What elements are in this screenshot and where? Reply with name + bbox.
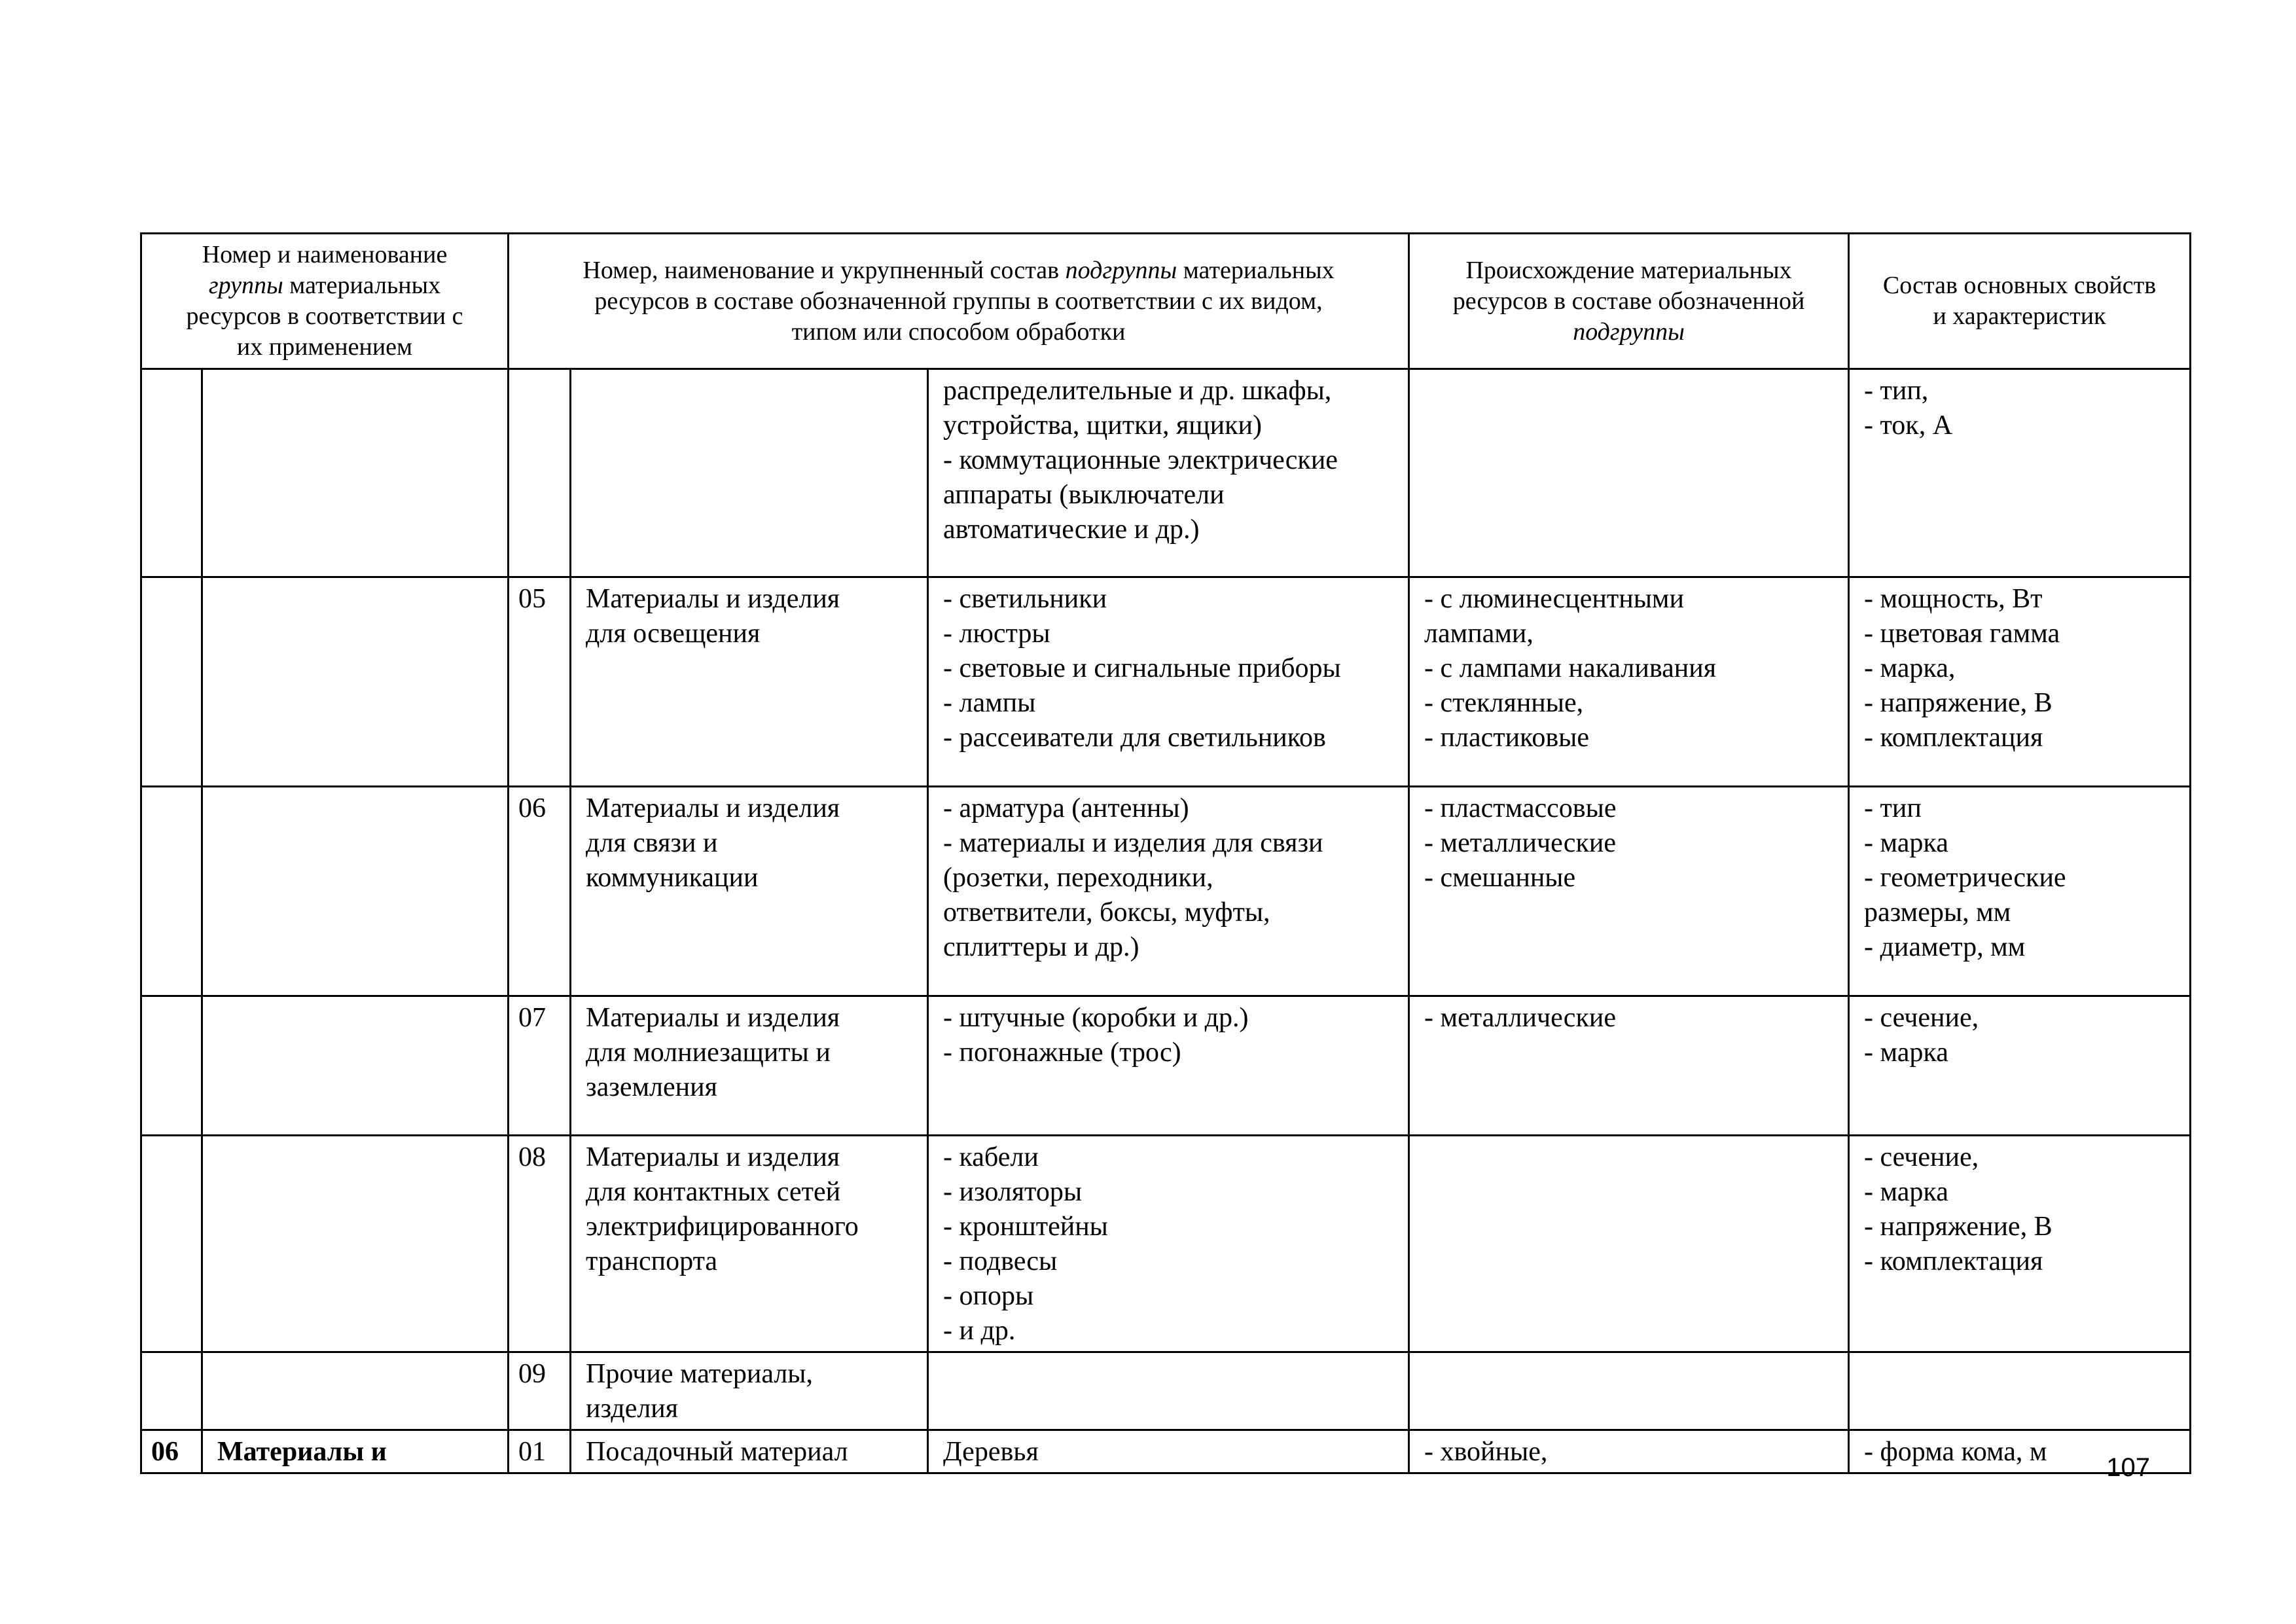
- text-line: - сечение,: [1864, 1003, 1979, 1033]
- text-line: Состав основных свойств: [1882, 272, 2157, 299]
- subgroup-number-cell: [509, 996, 571, 1136]
- table-row: [141, 1136, 2191, 1352]
- text-line: [1418, 317, 1840, 348]
- text-line: размеры, мм: [1864, 897, 2011, 928]
- subgroup-name-cell: [571, 1136, 928, 1352]
- materials-table: [140, 232, 2191, 1474]
- text-line: заземления: [586, 1072, 717, 1102]
- subgroup-name-cell: [571, 369, 928, 577]
- group-number-cell: [141, 787, 202, 996]
- table-row: [141, 1352, 2191, 1430]
- group-name-cell: [202, 1430, 509, 1473]
- text-line: автоматические и др.): [943, 514, 1200, 545]
- text-line: - хвойные,: [1424, 1437, 1548, 1467]
- group-number-cell: [141, 577, 202, 787]
- properties-cell: [1849, 369, 2191, 577]
- subgroup-items-cell: [928, 369, 1409, 577]
- text-line: Номер и наименование: [202, 241, 448, 268]
- text-line: - кронштейны: [943, 1212, 1108, 1242]
- group-name-cell: [202, 369, 509, 577]
- group-name-cell: [202, 1136, 509, 1352]
- subgroup-name-cell: [571, 996, 928, 1136]
- text-line: - материалы и изделия для связи: [943, 828, 1323, 858]
- text-line: ресурсов в соответствии с: [186, 302, 463, 330]
- text-line: Материалы и изделия: [586, 793, 840, 823]
- text-line: - стеклянные,: [1424, 688, 1584, 718]
- text-line: - геометрические: [1864, 863, 2066, 893]
- text-line: - арматура (антенны): [943, 793, 1189, 823]
- text-line: 06: [518, 793, 547, 823]
- text-line: - пластиковые: [1424, 723, 1590, 753]
- text-line: 01: [518, 1437, 547, 1467]
- text-line: аппараты (выключатели: [943, 480, 1225, 510]
- text-line: - подвесы: [943, 1246, 1058, 1276]
- subgroup-items-cell: [928, 1430, 1409, 1473]
- text-line: - тип,: [1864, 376, 1929, 406]
- text-line: - металлические: [1424, 1003, 1616, 1033]
- text-line: - марка: [1864, 1038, 1948, 1068]
- text-line: - комплектация: [1864, 1246, 2043, 1276]
- text-line: - светильники: [943, 584, 1107, 614]
- text-line: - комплектация: [1864, 723, 2043, 753]
- text-line: Происхождение материальных: [1465, 256, 1792, 284]
- subgroup-number-cell: [509, 1352, 571, 1430]
- table-row: [141, 369, 2191, 577]
- subgroup-number-cell: [509, 1136, 571, 1352]
- origin-cell: [1409, 787, 1849, 996]
- text-line: ответвители, боксы, муфты,: [943, 897, 1270, 928]
- text-line: - диаметр, мм: [1864, 932, 2026, 962]
- text-line: ресурсов в составе обозначенной группы в соответствии с их видом,: [594, 287, 1323, 315]
- subgroup-name-cell: [571, 1430, 928, 1473]
- text-line: - световые и сигнальные приборы: [943, 653, 1341, 683]
- origin-cell: [1409, 1136, 1849, 1352]
- text-line: - опоры: [943, 1281, 1034, 1311]
- header-subgroup: [509, 234, 1409, 369]
- table-body: [141, 369, 2191, 1473]
- text-line: ресурсов в составе обозначенной: [1452, 287, 1805, 315]
- text-line: Прочие материалы,: [586, 1359, 814, 1389]
- text-line: 08: [518, 1142, 547, 1172]
- origin-cell: [1409, 1430, 1849, 1473]
- text-line: 05: [518, 584, 547, 614]
- subgroup-items-cell: [928, 1136, 1409, 1352]
- text-line: их применением: [236, 333, 413, 361]
- group-number-cell: [141, 369, 202, 577]
- header-group: [141, 234, 509, 369]
- text-line: Номер, наименование и укрупненный состав подгруппы материальных: [583, 256, 1335, 284]
- text-line: 07: [518, 1003, 547, 1033]
- subgroup-number-cell: [509, 787, 571, 996]
- text-line: - сечение,: [1864, 1142, 1979, 1172]
- table-row: [141, 787, 2191, 996]
- text-line: - с люминесцентными: [1424, 584, 1684, 614]
- group-number-cell: [141, 996, 202, 1136]
- group-name-cell: [202, 996, 509, 1136]
- text-line: группы материальных: [208, 272, 441, 299]
- subgroup-number-cell: [509, 369, 571, 577]
- header-origin: [1409, 234, 1849, 369]
- text-line: - пластмассовые: [1424, 793, 1617, 823]
- subgroup-items-cell: [928, 577, 1409, 787]
- origin-cell: [1409, 577, 1849, 787]
- text-line: - тип: [1864, 793, 1922, 823]
- text-line: - погонажные (трос): [943, 1038, 1181, 1068]
- subgroup-items-cell: [928, 1352, 1409, 1430]
- text-line: - с лампами накаливания: [1424, 653, 1717, 683]
- text-line: Посадочный материал: [586, 1437, 848, 1467]
- text-line: для молниезащиты и: [586, 1038, 831, 1068]
- origin-cell: [1409, 1352, 1849, 1430]
- text-line: - металлические: [1424, 828, 1616, 858]
- subgroup-number-cell: [509, 577, 571, 787]
- page-number: 107: [2106, 1453, 2150, 1482]
- text-line: Материалы и: [217, 1437, 387, 1467]
- text-line: транспорта: [586, 1246, 718, 1276]
- text-line: - марка: [1864, 828, 1948, 858]
- properties-cell: [1849, 1352, 2191, 1430]
- text-line: электрифицированного: [586, 1212, 859, 1242]
- subgroup-items-cell: [928, 787, 1409, 996]
- text-line: - рассеиватели для светильников: [943, 723, 1326, 753]
- properties-cell: [1849, 787, 2191, 996]
- text-line: - и др.: [943, 1316, 1016, 1346]
- header-row: [141, 234, 2191, 369]
- subgroup-name-cell: [571, 787, 928, 996]
- group-number-cell: [141, 1430, 202, 1473]
- text-line: для связи и: [586, 828, 718, 858]
- text-line: - люстры: [943, 619, 1050, 649]
- subgroup-name-cell: [571, 577, 928, 787]
- origin-cell: [1409, 996, 1849, 1136]
- text-line: лампами,: [1424, 619, 1534, 649]
- group-name-cell: [202, 1352, 509, 1430]
- text-line: для контактных сетей: [586, 1177, 841, 1207]
- text-line: изделия: [586, 1394, 679, 1424]
- text-line: - штучные (коробки и др.): [943, 1003, 1249, 1033]
- text-line: коммуникации: [586, 863, 759, 893]
- text-line: - форма кома, м: [1864, 1437, 2047, 1467]
- table-row: [141, 996, 2191, 1136]
- text-line: Деревья: [943, 1437, 1039, 1467]
- text-line: 06: [151, 1437, 179, 1467]
- text-line: - изоляторы: [943, 1177, 1083, 1207]
- header-properties: [1849, 234, 2191, 369]
- text-line: - напряжение, В: [1864, 688, 2053, 718]
- text-line: - коммутационные электрические: [943, 445, 1338, 475]
- italic-text: подгруппы: [1065, 256, 1177, 284]
- text-line: распределительные и др. шкафы,: [943, 376, 1332, 406]
- text-line: - марка,: [1864, 653, 1956, 683]
- text-line: - марка: [1864, 1177, 1948, 1207]
- properties-cell: [1849, 577, 2191, 787]
- text-line: Материалы и изделия: [586, 584, 840, 614]
- group-number-cell: [141, 1352, 202, 1430]
- text-line: - напряжение, В: [1864, 1212, 2053, 1242]
- italic-text: подгруппы: [1573, 317, 1685, 346]
- text-line: и характеристик: [1933, 302, 2106, 330]
- table-row: [141, 1430, 2191, 1473]
- text-line: типом или способом обработки: [791, 317, 1126, 346]
- text-line: - смешанные: [1424, 863, 1576, 893]
- text-line: Материалы и изделия: [586, 1142, 840, 1172]
- italic-text: группы: [208, 272, 283, 299]
- text-line: - лампы: [943, 688, 1036, 718]
- subgroup-name-cell: [571, 1352, 928, 1430]
- subgroup-number-cell: [509, 1430, 571, 1473]
- group-name-cell: [202, 577, 509, 787]
- properties-cell: [1849, 996, 2191, 1136]
- text-line: (розетки, переходники,: [943, 863, 1213, 893]
- group-number-cell: [141, 1136, 202, 1352]
- group-name-cell: [202, 787, 509, 996]
- text-line: сплиттеры и др.): [943, 932, 1139, 962]
- text-line: - цветовая гамма: [1864, 619, 2060, 649]
- table-row: [141, 577, 2191, 787]
- text-line: 09: [518, 1359, 547, 1389]
- text-line: Материалы и изделия: [586, 1003, 840, 1033]
- origin-cell: [1409, 369, 1849, 577]
- subgroup-items-cell: [928, 996, 1409, 1136]
- text-line: - ток, А: [1864, 410, 1953, 441]
- properties-cell: [1849, 1136, 2191, 1352]
- text-line: - мощность, Вт: [1864, 584, 2043, 614]
- text-line: - кабели: [943, 1142, 1039, 1172]
- text-line: для освещения: [586, 619, 761, 649]
- text-line: устройства, щитки, ящики): [943, 410, 1262, 441]
